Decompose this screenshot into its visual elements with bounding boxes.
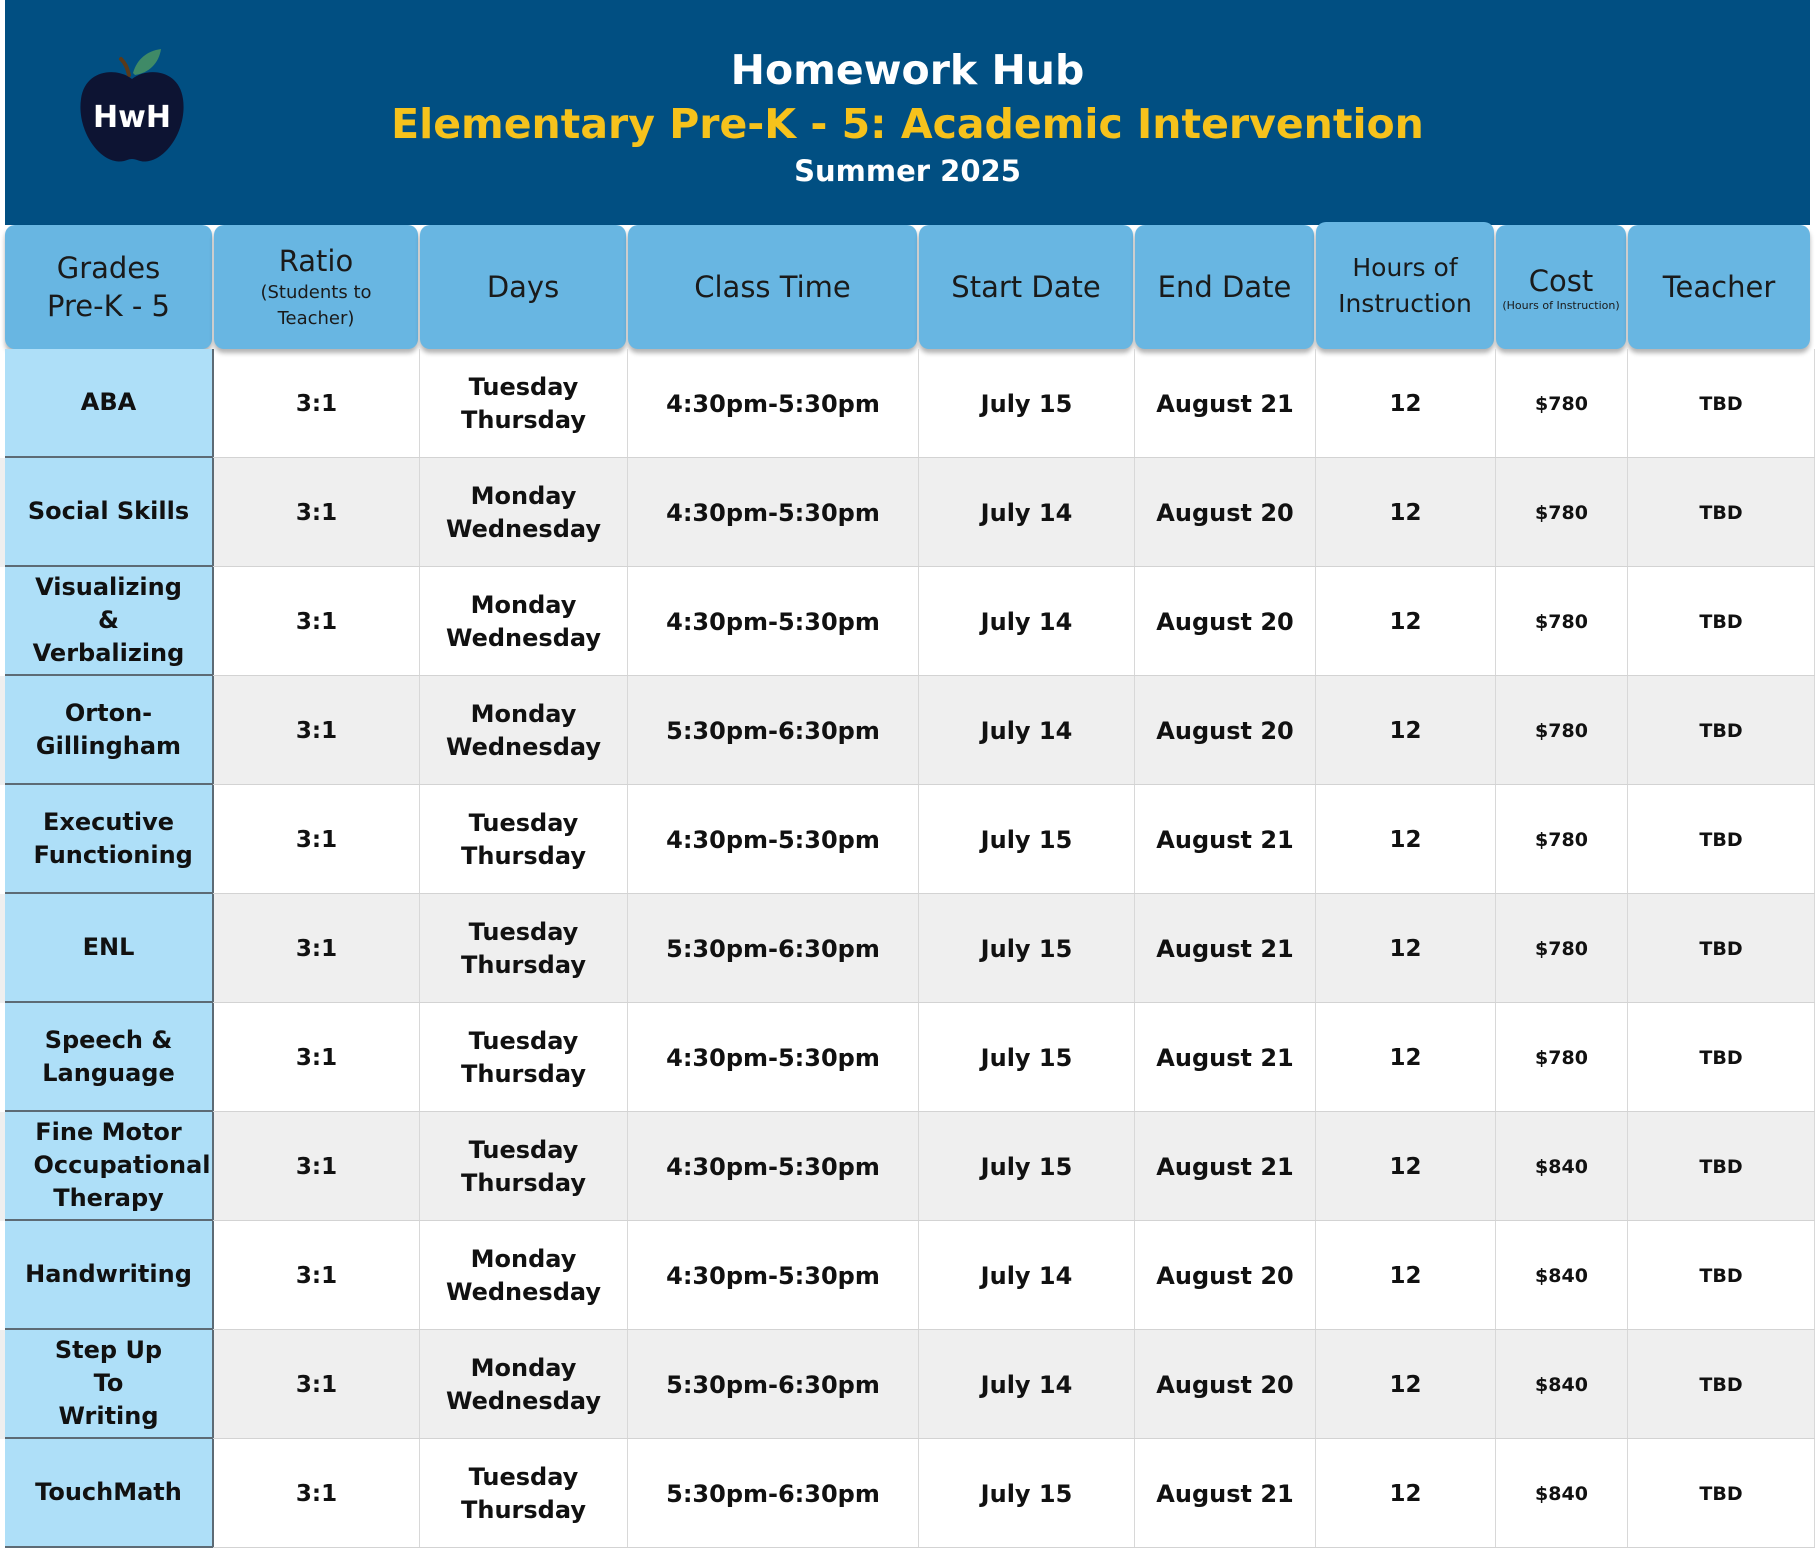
cell-cost	[1496, 567, 1628, 676]
cell-day2: Wednesday	[445, 732, 601, 761]
cell-day2: Thursday	[461, 1495, 586, 1524]
header-cost	[1496, 225, 1626, 349]
cell-days	[420, 785, 628, 894]
cell-ratio	[214, 1003, 420, 1112]
cell-time-text: 4:30pm-5:30pm	[666, 389, 880, 418]
cell-hours-text: 12	[1389, 935, 1422, 962]
cell-teacher	[1628, 1330, 1815, 1439]
cell-end-text: August 20	[1156, 607, 1294, 636]
logo-text: HwH	[93, 100, 171, 135]
cell-program-text: Speech & Language	[42, 1025, 175, 1087]
cell-teacher	[1628, 567, 1815, 676]
cell-teacher	[1628, 1221, 1815, 1330]
cell-start	[919, 1003, 1135, 1112]
table-row	[0, 1003, 1815, 1112]
header-ratio-label: Ratio	[278, 244, 354, 278]
cell-hours-text: 12	[1389, 1153, 1422, 1180]
cell-time-text: 5:30pm-6:30pm	[666, 934, 880, 963]
cell-end-text: August 21	[1156, 934, 1294, 963]
cell-days	[420, 349, 628, 458]
header-class-time	[628, 225, 917, 349]
cell-end	[1135, 785, 1316, 894]
cell-end-text: August 21	[1156, 389, 1294, 418]
cell-cost-text: $780	[1535, 1046, 1588, 1069]
table-row	[0, 1439, 1815, 1548]
cell-program-text: ABA	[80, 388, 137, 416]
cell-hours-text: 12	[1389, 1044, 1422, 1071]
cell-time	[628, 1330, 919, 1439]
cell-ratio	[214, 1112, 420, 1221]
cell-program-text: Handwriting	[25, 1260, 192, 1288]
cell-end	[1135, 894, 1316, 1003]
cell-hours-text: 12	[1389, 1371, 1422, 1398]
cell-hours-text: 12	[1389, 1262, 1422, 1289]
table-row	[0, 785, 1815, 894]
table-row	[0, 894, 1815, 1003]
cell-end	[1135, 1439, 1316, 1548]
cell-teacher-text: TBD	[1699, 501, 1743, 524]
cell-day1: Tuesday	[468, 372, 579, 401]
cell-cost-text: $780	[1535, 392, 1588, 415]
header-grades-line2: Pre-K - 5	[47, 289, 170, 323]
cell-program-text: Fine Motor Occupational Therapy	[33, 1118, 211, 1212]
table-row	[0, 1221, 1815, 1330]
cell-start-text: July 15	[980, 1479, 1073, 1508]
cell-day2: Wednesday	[445, 1386, 601, 1415]
cell-time	[628, 1003, 919, 1112]
cell-cost	[1496, 894, 1628, 1003]
header-cost-label: Cost	[1528, 264, 1594, 298]
cell-end-text: August 21	[1156, 1479, 1294, 1508]
header-ratio	[214, 225, 418, 349]
cell-program	[5, 1330, 214, 1439]
header-hours	[1316, 222, 1494, 349]
cell-day1: Monday	[470, 699, 577, 728]
cell-end	[1135, 1003, 1316, 1112]
page-subtitle: Elementary Pre-K - 5: Academic Intervention	[391, 100, 1424, 148]
cell-time-text: 4:30pm-5:30pm	[666, 1043, 880, 1072]
cell-start-text: July 14	[980, 1370, 1073, 1399]
cell-day1: Tuesday	[468, 1462, 579, 1491]
cell-ratio	[214, 1439, 420, 1548]
header-end-date-label: End Date	[1157, 270, 1292, 304]
cell-program-text: Executive Functioning	[33, 807, 193, 869]
row-divider	[213, 1547, 1815, 1548]
cell-program	[5, 349, 214, 458]
cell-time	[628, 349, 919, 458]
cell-days	[420, 458, 628, 567]
cell-teacher	[1628, 1439, 1815, 1548]
cell-start	[919, 349, 1135, 458]
cell-program	[5, 1003, 214, 1112]
cell-ratio-text: 3:1	[295, 826, 338, 853]
cell-ratio-text: 3:1	[295, 1371, 338, 1398]
cell-teacher	[1628, 785, 1815, 894]
cell-end	[1135, 1330, 1316, 1439]
cell-start-text: July 15	[980, 389, 1073, 418]
cell-hours	[1316, 567, 1496, 676]
cell-ratio-text: 3:1	[295, 935, 338, 962]
cell-teacher-text: TBD	[1699, 1373, 1743, 1396]
cell-time	[628, 894, 919, 1003]
header-grades-line1: Grades	[56, 251, 161, 285]
cell-hours	[1316, 1221, 1496, 1330]
cell-days	[420, 676, 628, 785]
cell-start-text: July 15	[980, 934, 1073, 963]
cell-cost	[1496, 1439, 1628, 1548]
cell-cost	[1496, 1003, 1628, 1112]
cell-start	[919, 894, 1135, 1003]
table-row	[0, 567, 1815, 676]
cell-day1: Monday	[470, 481, 577, 510]
cell-cost-text: $840	[1535, 1264, 1588, 1287]
cell-hours	[1316, 1112, 1496, 1221]
cell-hours	[1316, 894, 1496, 1003]
cell-program-text: Social Skills	[27, 497, 190, 525]
cell-ratio	[214, 349, 420, 458]
cell-hours-text: 12	[1389, 499, 1422, 526]
cell-day1: Monday	[470, 1244, 577, 1273]
header-ratio-sub: (Students to Teacher)	[260, 282, 372, 329]
cell-start	[919, 1330, 1135, 1439]
cell-cost-text: $840	[1535, 1482, 1588, 1505]
cell-end	[1135, 1112, 1316, 1221]
header-start-date	[919, 225, 1133, 349]
cell-hours	[1316, 676, 1496, 785]
cell-start-text: July 14	[980, 607, 1073, 636]
cell-program-text: TouchMath	[35, 1478, 182, 1506]
header-start-date-label: Start Date	[951, 270, 1101, 304]
cell-teacher	[1628, 676, 1815, 785]
cell-start	[919, 785, 1135, 894]
cell-day1: Monday	[470, 1353, 577, 1382]
cell-hours	[1316, 1330, 1496, 1439]
cell-ratio	[214, 1221, 420, 1330]
cell-hours-text: 12	[1389, 717, 1422, 744]
cell-start-text: July 15	[980, 1043, 1073, 1072]
cell-ratio-text: 3:1	[295, 1044, 338, 1071]
cell-cost-text: $840	[1535, 1155, 1588, 1178]
cell-start	[919, 567, 1135, 676]
cell-end-text: August 20	[1156, 716, 1294, 745]
cell-day2: Thursday	[461, 1168, 586, 1197]
cell-teacher-text: TBD	[1699, 392, 1743, 415]
cell-start	[919, 1112, 1135, 1221]
cell-cost	[1496, 1221, 1628, 1330]
cell-cost-text: $780	[1535, 828, 1588, 851]
cell-hours	[1316, 458, 1496, 567]
cell-teacher-text: TBD	[1699, 610, 1743, 633]
header-cost-sub: (Hours of Instruction)	[1502, 299, 1620, 312]
cell-days	[420, 1330, 628, 1439]
term-label: Summer 2025	[794, 154, 1021, 188]
cell-teacher	[1628, 458, 1815, 567]
cell-program	[5, 785, 214, 894]
table-row	[0, 458, 1815, 567]
cell-time-text: 5:30pm-6:30pm	[666, 716, 880, 745]
table-row	[0, 676, 1815, 785]
cell-cost	[1496, 458, 1628, 567]
cell-teacher	[1628, 1003, 1815, 1112]
cell-teacher-text: TBD	[1699, 828, 1743, 851]
header-days	[420, 225, 626, 349]
cell-cost-text: $780	[1535, 719, 1588, 742]
cell-teacher	[1628, 1112, 1815, 1221]
cell-time-text: 4:30pm-5:30pm	[666, 607, 880, 636]
cell-end	[1135, 1221, 1316, 1330]
cell-hours	[1316, 1003, 1496, 1112]
cell-time-text: 4:30pm-5:30pm	[666, 825, 880, 854]
header-teacher-label: Teacher	[1662, 270, 1776, 304]
cell-day1: Tuesday	[468, 1135, 579, 1164]
cell-start-text: July 14	[980, 498, 1073, 527]
cell-teacher	[1628, 894, 1815, 1003]
table-row	[0, 1112, 1815, 1221]
cell-cost-text: $780	[1535, 937, 1588, 960]
cell-end-text: August 20	[1156, 498, 1294, 527]
cell-end-text: August 20	[1156, 1370, 1294, 1399]
cell-teacher-text: TBD	[1699, 1264, 1743, 1287]
cell-day2: Thursday	[461, 1059, 586, 1088]
cell-day2: Wednesday	[445, 623, 601, 652]
cell-day1: Tuesday	[468, 917, 579, 946]
cell-day1: Tuesday	[468, 1026, 579, 1055]
cell-cost-text: $840	[1535, 1373, 1588, 1396]
cell-cost	[1496, 1112, 1628, 1221]
cell-hours	[1316, 349, 1496, 458]
cell-day2: Wednesday	[445, 1277, 601, 1306]
cell-program-text: Visualizing & Verbalizing	[32, 573, 185, 667]
cell-hours	[1316, 785, 1496, 894]
cell-time	[628, 1221, 919, 1330]
cell-end	[1135, 676, 1316, 785]
header-class-time-label: Class Time	[694, 270, 851, 304]
cell-ratio	[214, 894, 420, 1003]
cell-end-text: August 21	[1156, 1152, 1294, 1181]
header-teacher	[1628, 225, 1810, 349]
cell-start-text: July 14	[980, 1261, 1073, 1290]
cell-ratio-text: 3:1	[295, 499, 338, 526]
cell-day1: Tuesday	[468, 808, 579, 837]
cell-teacher-text: TBD	[1699, 1046, 1743, 1069]
cell-ratio	[214, 676, 420, 785]
cell-day2: Thursday	[461, 950, 586, 979]
cell-day2: Thursday	[461, 405, 586, 434]
cell-teacher-text: TBD	[1699, 1482, 1743, 1505]
cell-hours	[1316, 1439, 1496, 1548]
cell-program	[5, 567, 214, 676]
cell-hours-text: 12	[1389, 390, 1422, 417]
table-row	[0, 1330, 1815, 1439]
cell-ratio-text: 3:1	[295, 608, 338, 635]
cell-hours-text: 12	[1389, 826, 1422, 853]
header-hours-line2: Instruction	[1338, 288, 1472, 318]
header-hours-line1: Hours of	[1352, 252, 1458, 282]
header-banner	[5, 0, 1810, 225]
cell-start-text: July 14	[980, 716, 1073, 745]
cell-cost	[1496, 1330, 1628, 1439]
cell-time	[628, 567, 919, 676]
page-title: Homework Hub	[730, 46, 1085, 94]
cell-teacher-text: TBD	[1699, 937, 1743, 960]
cell-time-text: 4:30pm-5:30pm	[666, 1261, 880, 1290]
cell-program	[5, 894, 214, 1003]
cell-start-text: July 15	[980, 1152, 1073, 1181]
cell-ratio-text: 3:1	[295, 1262, 338, 1289]
cell-start	[919, 1221, 1135, 1330]
cell-cost-text: $780	[1535, 610, 1588, 633]
cell-time-text: 4:30pm-5:30pm	[666, 498, 880, 527]
cell-hours-text: 12	[1389, 1480, 1422, 1507]
cell-day2: Wednesday	[445, 514, 601, 543]
cell-ratio	[214, 458, 420, 567]
cell-start	[919, 458, 1135, 567]
table-row	[0, 349, 1815, 458]
cell-time	[628, 785, 919, 894]
cell-time	[628, 1439, 919, 1548]
cell-cost	[1496, 676, 1628, 785]
cell-ratio-text: 3:1	[295, 1153, 338, 1180]
cell-days	[420, 567, 628, 676]
header-grades	[5, 225, 212, 349]
cell-program-text: Orton-Gillingham	[35, 698, 182, 760]
cell-hours-text: 12	[1389, 608, 1422, 635]
cell-ratio	[214, 567, 420, 676]
cell-cost-text: $780	[1535, 501, 1588, 524]
cell-teacher-text: TBD	[1699, 1155, 1743, 1178]
cell-end-text: August 21	[1156, 1043, 1294, 1072]
cell-day2: Thursday	[461, 841, 586, 870]
cell-start	[919, 1439, 1135, 1548]
cell-start	[919, 676, 1135, 785]
cell-program	[5, 1221, 214, 1330]
cell-program	[5, 1439, 214, 1548]
cell-end	[1135, 458, 1316, 567]
cell-day1: Monday	[470, 590, 577, 619]
cell-time	[628, 1112, 919, 1221]
cell-time-text: 5:30pm-6:30pm	[666, 1370, 880, 1399]
cell-teacher-text: TBD	[1699, 719, 1743, 742]
cell-ratio	[214, 785, 420, 894]
cell-time-text: 5:30pm-6:30pm	[666, 1479, 880, 1508]
table-header	[0, 225, 1815, 349]
cell-days	[420, 1003, 628, 1112]
header-days-label: Days	[486, 270, 560, 304]
cell-teacher	[1628, 349, 1815, 458]
cell-end-text: August 20	[1156, 1261, 1294, 1290]
cell-ratio-text: 3:1	[295, 1480, 338, 1507]
cell-program	[5, 676, 214, 785]
cell-days	[420, 894, 628, 1003]
header-end-date	[1135, 225, 1314, 349]
cell-program	[5, 458, 214, 567]
cell-days	[420, 1112, 628, 1221]
cell-cost	[1496, 785, 1628, 894]
cell-end	[1135, 349, 1316, 458]
cell-days	[420, 1221, 628, 1330]
title-block	[5, 42, 1810, 192]
cell-end-text: August 21	[1156, 825, 1294, 854]
cell-program-text: ENL	[82, 933, 135, 961]
cell-program-text: Step Up To Writing	[54, 1336, 163, 1430]
cell-time	[628, 676, 919, 785]
cell-ratio	[214, 1330, 420, 1439]
cell-end	[1135, 567, 1316, 676]
cell-ratio-text: 3:1	[295, 717, 338, 744]
cell-days	[420, 1439, 628, 1548]
cell-time-text: 4:30pm-5:30pm	[666, 1152, 880, 1181]
cell-start-text: July 15	[980, 825, 1073, 854]
cell-cost	[1496, 349, 1628, 458]
cell-ratio-text: 3:1	[295, 390, 338, 417]
cell-program	[5, 1112, 214, 1221]
cell-time	[628, 458, 919, 567]
